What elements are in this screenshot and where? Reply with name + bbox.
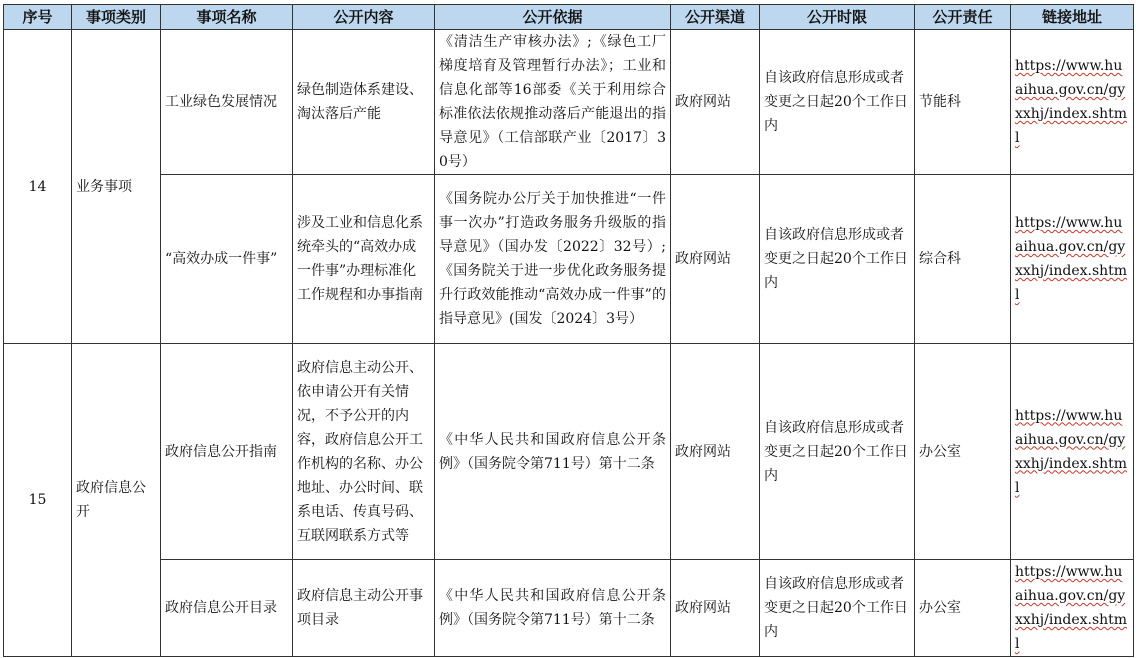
table-row [4,30,1134,175]
table-row [4,344,1134,560]
cell-basis: 《国务院办公厅关于加快推进“一件事一次办”打造政务服务升级版的指导意见》（国办发〔2022〕32号）;《国务院关于进一步优化政务服务提升行政效能推动“高效办成一件事”的指导意见》(国发〔2024〕3号） [435,175,671,344]
cell-link[interactable] [1011,560,1134,657]
header-category: 事项类别 [72,5,161,30]
cell-content: 涉及工业和信息化系统牵头的“高效办成一件事”办理标准化工作规程和办事指南 [293,175,435,344]
cell-channel: 政府网站 [671,30,760,175]
cell-time: 自该政府信息形成或者变更之日起20个工作日内 [760,560,915,657]
cell-link[interactable] [1011,175,1134,344]
cell-name: “高效办成一件事” [161,175,293,344]
header-time: 公开时限 [760,5,915,30]
link-text[interactable]: https://www.huaihua.gov.cn/gyxxhj/index.shtml [1015,58,1128,146]
header-link: 链接地址 [1011,5,1134,30]
cell-seq: 14 [4,30,72,344]
cell-basis: 《清洁生产审核办法》;《绿色工厂梯度培育及管理暂行办法》；工业和信息化部等16部委《关于利用综合标准依法依规推动落后产能退出的指导意见》（工信部联产业〔2017〕30号） [435,30,671,175]
cell-link[interactable] [1011,30,1134,175]
cell-channel: 政府网站 [671,344,760,560]
cell-link[interactable] [1011,344,1134,560]
cell-basis: 《中华人民共和国政府信息公开条例》（国务院令第711号）第十二条 [435,344,671,560]
cell-time: 自该政府信息形成或者变更之日起20个工作日内 [760,30,915,175]
header-content: 公开内容 [293,5,435,30]
cell-resp: 节能科 [915,30,1011,175]
cell-resp: 办公室 [915,560,1011,657]
header-basis: 公开依据 [435,5,671,30]
cell-channel: 政府网站 [671,560,760,657]
cell-resp: 综合科 [915,175,1011,344]
link-text[interactable]: https://www.huaihua.gov.cn/gyxxhj/index.shtml [1015,407,1128,496]
cell-name: 政府信息公开目录 [161,560,293,657]
table-row [4,175,1134,344]
cell-name: 政府信息公开指南 [161,344,293,560]
header-seq: 序号 [4,5,72,30]
cell-time: 自该政府信息形成或者变更之日起20个工作日内 [760,344,915,560]
cell-resp: 办公室 [915,344,1011,560]
cell-category: 政府信息公开 [72,344,161,657]
table-row [4,560,1134,657]
disclosure-table [3,4,1134,657]
cell-channel: 政府网站 [671,175,760,344]
cell-name: 工业绿色发展情况 [161,30,293,175]
header-row [4,5,1134,30]
cell-content: 绿色制造体系建设、淘汰落后产能 [293,30,435,175]
cell-content: 政府信息主动公开、依申请公开有关情况，不予公开的内容，政府信息公开工作机构的名称、办公地址、办公时间、联系电话、传真号码、互联网联系方式等 [293,344,435,560]
link-text[interactable]: https://www.huaihua.gov.cn/gyxxhj/index.shtml [1015,564,1128,652]
cell-seq: 15 [4,344,72,657]
header-resp: 公开责任 [915,5,1011,30]
cell-category: 业务事项 [72,30,161,344]
cell-content: 政府信息主动公开事项目录 [293,560,435,657]
header-channel: 公开渠道 [671,5,760,30]
header-name: 事项名称 [161,5,293,30]
link-text[interactable]: https://www.huaihua.gov.cn/gyxxhj/index.shtml [1015,215,1128,303]
cell-time: 自该政府信息形成或者变更之日起20个工作日内 [760,175,915,344]
cell-basis: 《中华人民共和国政府信息公开条例》（国务院令第711号）第十二条 [435,560,671,657]
